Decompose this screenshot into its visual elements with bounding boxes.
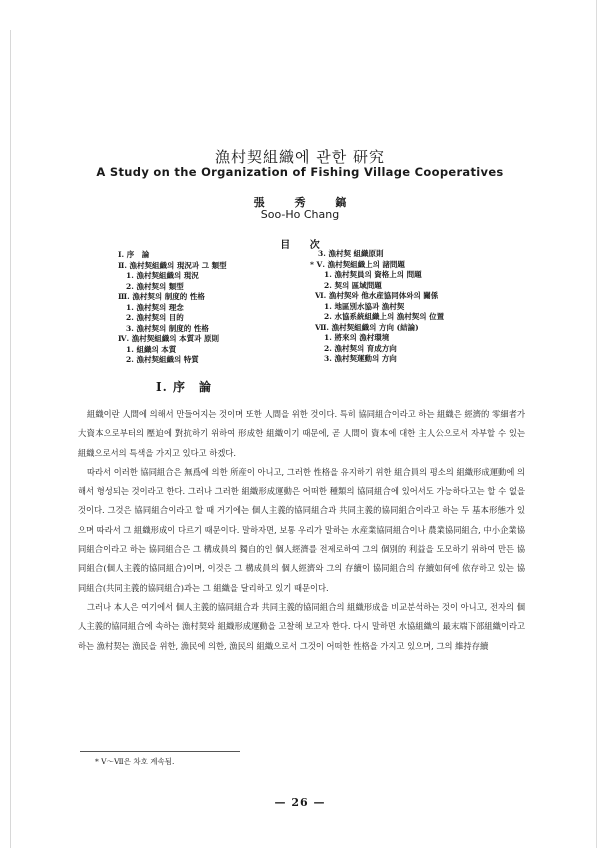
body-text: [78, 405, 525, 656]
toc-entry: 2. 漁村契組織의 特質: [126, 355, 199, 364]
paragraph: 따라서 이러한 協同組合은 無爲에 의한 所産이 아니고, 그러한 性格을 유지하기 위한 組合員의 평소의 組織形成運動에 의해서 형성되는 것이라고 한다. 그러나 그러한 組織形成運動은 어떠한 種類의 協同組合에 있어서도 가능하다고는 할 수 없을 것이다. 그것은 協同組合이라고 할 때 거기에는 個人主義的協同組合과 共同主義的協同組合이라고 하는 두 基本形態가 있으며 따라서 그 組織形成이 다르기 때문이다. 말하자면, 보통 우리가 말하는 水産業協同組合이나 農業協同組合, 中小企業協同組合이라고 하는 協同組合은 그 構成員의 獨自的인 個人經濟를 전제로하여 그의 個別的 利益을 도모하기 위하여 만든 協同組合(個人主義的協同組合)이며, 이것은 그 構成員의 個人經濟와 그의 存續이 協同組合의 存續如何에 依存하고 있는 協同組合(共同主義的協同組合)과는 그 組織을 달리하고 있기 때문이다.: [78, 466, 525, 593]
toc-right-column: [310, 249, 444, 365]
toc-entry: 3. 漁村契의 制度的 性格: [126, 323, 209, 333]
paper-title-english: A Study on the Organization of Fishing Village Cooperatives: [96, 165, 504, 179]
toc-entry: 1. 漁村契의 理念: [126, 302, 184, 312]
toc-entry: 2. 漁村契의 類型: [126, 281, 184, 291]
toc-entry: Ⅲ. 漁村契의 制度的 性格: [118, 292, 205, 301]
toc-entry: 1. 將來의 漁村環境: [324, 333, 390, 342]
footnote: * Ⅴ～Ⅶ은 차호 계속됨.: [95, 757, 175, 766]
toc-entry: 3. 漁村契運動의 方向: [324, 354, 397, 363]
table-of-contents-title: 目 次: [280, 240, 320, 251]
toc-entry: 2. 契의 區域問題: [324, 280, 382, 290]
toc-entry: 2. 水協系統組織上의 漁村契의 位置: [324, 312, 445, 321]
toc-entry: 1. 地區別水協과 漁村契: [324, 301, 405, 311]
toc-entry: Ⅰ. 序 論: [118, 250, 150, 259]
toc-entry: 1. 組織의 本質: [126, 344, 177, 354]
paragraph: 組織이란 人間에 의해서 만들어지는 것이며 또한 人間을 위한 것이다. 특히 協同組合이라고 하는 組織은 經濟的 零細者가 大資本으로부터의 壓迫에 對抗하기 위하여 形成한 組織이기 때문에, 곧 人間이 資本에 대한 主人公으로서 자부할 수 있는 組織으로서의 특색을 가지고 있다고 하겠다.: [78, 409, 525, 458]
toc-entry: 2. 漁村契의 目的: [126, 313, 184, 322]
toc-entry: 1. 漁村契組織의 現況: [126, 271, 199, 280]
toc-entry: Ⅶ. 漁村契組織의 方向 (結論): [315, 322, 419, 332]
toc-entry: 1. 漁村契員의 資格上의 問題: [324, 270, 422, 279]
paragraph: 그러나 本人은 여기에서 個人主義的協同組合과 共同主義的協同組合의 組織形成을 비교분석하는 것이 아니고, 전자의 個人主義的協同組合에 속하는 漁村契와 組織形成運動을 고찰해 보고자 한다. 다시 말하면 水協組織의 最末端下部組織이라고 하는 漁村契는 漁民을 위한, 漁民에 의한, 漁民의 組織으로서 그것이 어떠한 性格을 가지고 있으며, 그의 維持存續: [78, 601, 525, 651]
page-number: — 26 —: [274, 796, 326, 809]
toc-entry: * Ⅴ. 漁村契組織上의 諸問題: [310, 259, 405, 269]
footnote-divider: [80, 751, 240, 752]
toc-entry: 3. 漁村契 組織原則: [318, 249, 384, 258]
toc-entry: Ⅱ. 漁村契組織의 現況과 그 類型: [118, 260, 227, 270]
toc-entry: 2. 漁村契의 育成方向: [324, 343, 397, 353]
toc-entry: Ⅳ. 漁村契組織의 本質과 原則: [118, 334, 219, 343]
toc-left-column: [118, 250, 227, 366]
paper-title-korean: 漁村契組織에 관한 研究: [214, 148, 385, 166]
toc-entry: Ⅵ. 漁村契와 他水産協同体와의 關係: [315, 291, 439, 300]
section-heading: Ⅰ. 序 論: [156, 380, 212, 394]
page-edge-right: [596, 0, 597, 848]
author-name-korean: 張 秀 鎬: [253, 196, 347, 209]
author-name-english: Soo-Ho Chang: [260, 208, 340, 221]
